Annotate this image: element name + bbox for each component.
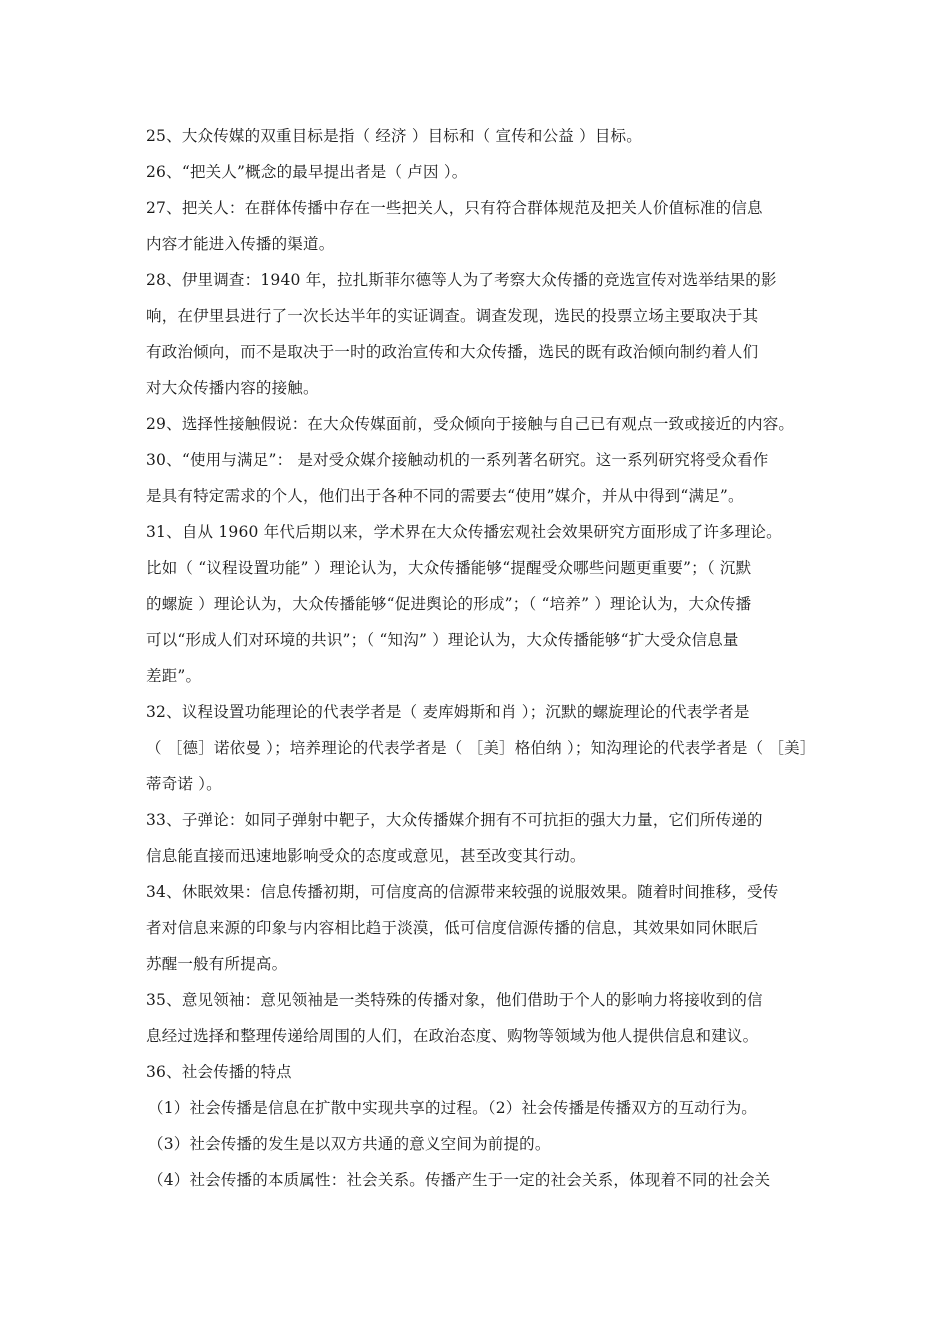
text-line-q28-1: 28、伊里调查：1940 年，拉扎斯菲尔德等人为了考察大众传播的竞选宣传对选举结果的影 [146, 271, 777, 289]
text-line-q36-heading: 36、社会传播的特点 [146, 1063, 292, 1081]
text-line-q36-item-4: （4）社会传播的本质属性：社会关系。传播产生于一定的社会关系，体现着不同的社会关 [148, 1171, 771, 1189]
text-line-q31-2: 比如（ “议程设置功能” ）理论认为，大众传播能够“提醒受众哪些问题更重要”；（ 沉默 [146, 559, 752, 577]
text-line-q26: 26、“把关人”概念的最早提出者是（ 卢因 ）。 [146, 163, 468, 181]
text-line-q32-1: 32、议程设置功能理论的代表学者是（ 麦库姆斯和肖 ）；沉默的螺旋理论的代表学者是 [146, 703, 750, 721]
text-line-q35-2: 息经过选择和整理传递给周围的人们，在政治态度、购物等领域为他人提供信息和建议。 [146, 1027, 759, 1045]
text-line-q34-1: 34、休眠效果：信息传播初期，可信度高的信源带来较强的说服效果。随着时间推移，受传 [146, 883, 779, 901]
text-line-q34-2: 者对信息来源的印象与内容相比趋于淡漠，低可信度信源传播的信息，其效果如同休眠后 [146, 919, 759, 937]
text-line-q27-2: 内容才能进入传播的渠道。 [146, 235, 335, 253]
text-line-q27-1: 27、把关人：在群体传播中存在一些把关人，只有符合群体规范及把关人价值标准的信息 [146, 199, 763, 217]
text-line-q31-5: 差距”。 [146, 667, 202, 685]
text-line-q25: 25、大众传媒的双重目标是指（ 经济 ）目标和（ 宣传和公益 ）目标。 [146, 127, 642, 145]
text-line-q31-1: 31、自从 1960 年代后期以来，学术界在大众传播宏观社会效果研究方面形成了许多理论。 [146, 523, 782, 541]
text-line-q31-3: 的螺旋 ）理论认为，大众传播能够“促进舆论的形成”；（ “培养” ）理论认为，大众传播 [146, 595, 752, 613]
text-line-q33-2: 信息能直接而迅速地影响受众的态度或意见，甚至改变其行动。 [146, 847, 586, 865]
text-line-q29: 29、选择性接触假说：在大众传媒面前，受众倾向于接触与自己已有观点一致或接近的内容。 [146, 415, 795, 433]
text-line-q36-item-3: （3）社会传播的发生是以双方共通的意义空间为前提的。 [148, 1135, 551, 1153]
document-body [146, 118, 816, 1198]
text-line-q31-4: 可以“形成人们对环境的共识”；（ “知沟” ）理论认为，大众传播能够“扩大受众信息量 [146, 631, 739, 649]
text-line-q36-item-1-2: （1）社会传播是信息在扩散中实现共享的过程。（2）社会传播是传播双方的互动行为。 [148, 1099, 757, 1117]
text-line-q28-2: 响，在伊里县进行了一次长达半年的实证调查。调查发现，选民的投票立场主要取决于其 [146, 307, 759, 325]
text-line-q33-1: 33、子弹论：如同子弹射中靶子，大众传播媒介拥有不可抗拒的强大力量，它们所传递的 [146, 811, 763, 829]
text-line-q30-2: 是具有特定需求的个人，他们出于各种不同的需要去“使用”媒介，并从中得到“满足”。 [146, 487, 744, 505]
text-line-q35-1: 35、意见领袖：意见领袖是一类特殊的传播对象，他们借助于个人的影响力将接收到的信 [146, 991, 763, 1009]
text-line-q30-1: 30、“使用与满足”： 是对受众媒介接触动机的一系列著名研究。这一系列研究将受众看作 [146, 451, 769, 469]
text-line-q32-2: （ ［德］诺依曼 ）；培养理论的代表学者是（ ［美］格伯纳 ）；知沟理论的代表学者是（ ［美］ [146, 739, 816, 757]
text-line-q32-3: 蒂奇诺 ）。 [146, 775, 222, 793]
text-line-q28-4: 对大众传播内容的接触。 [146, 379, 319, 397]
text-line-q28-3: 有政治倾向，而不是取决于一时的政治宣传和大众传播，选民的既有政治倾向制约着人们 [146, 343, 759, 361]
text-line-q34-3: 苏醒一般有所提高。 [146, 955, 288, 973]
